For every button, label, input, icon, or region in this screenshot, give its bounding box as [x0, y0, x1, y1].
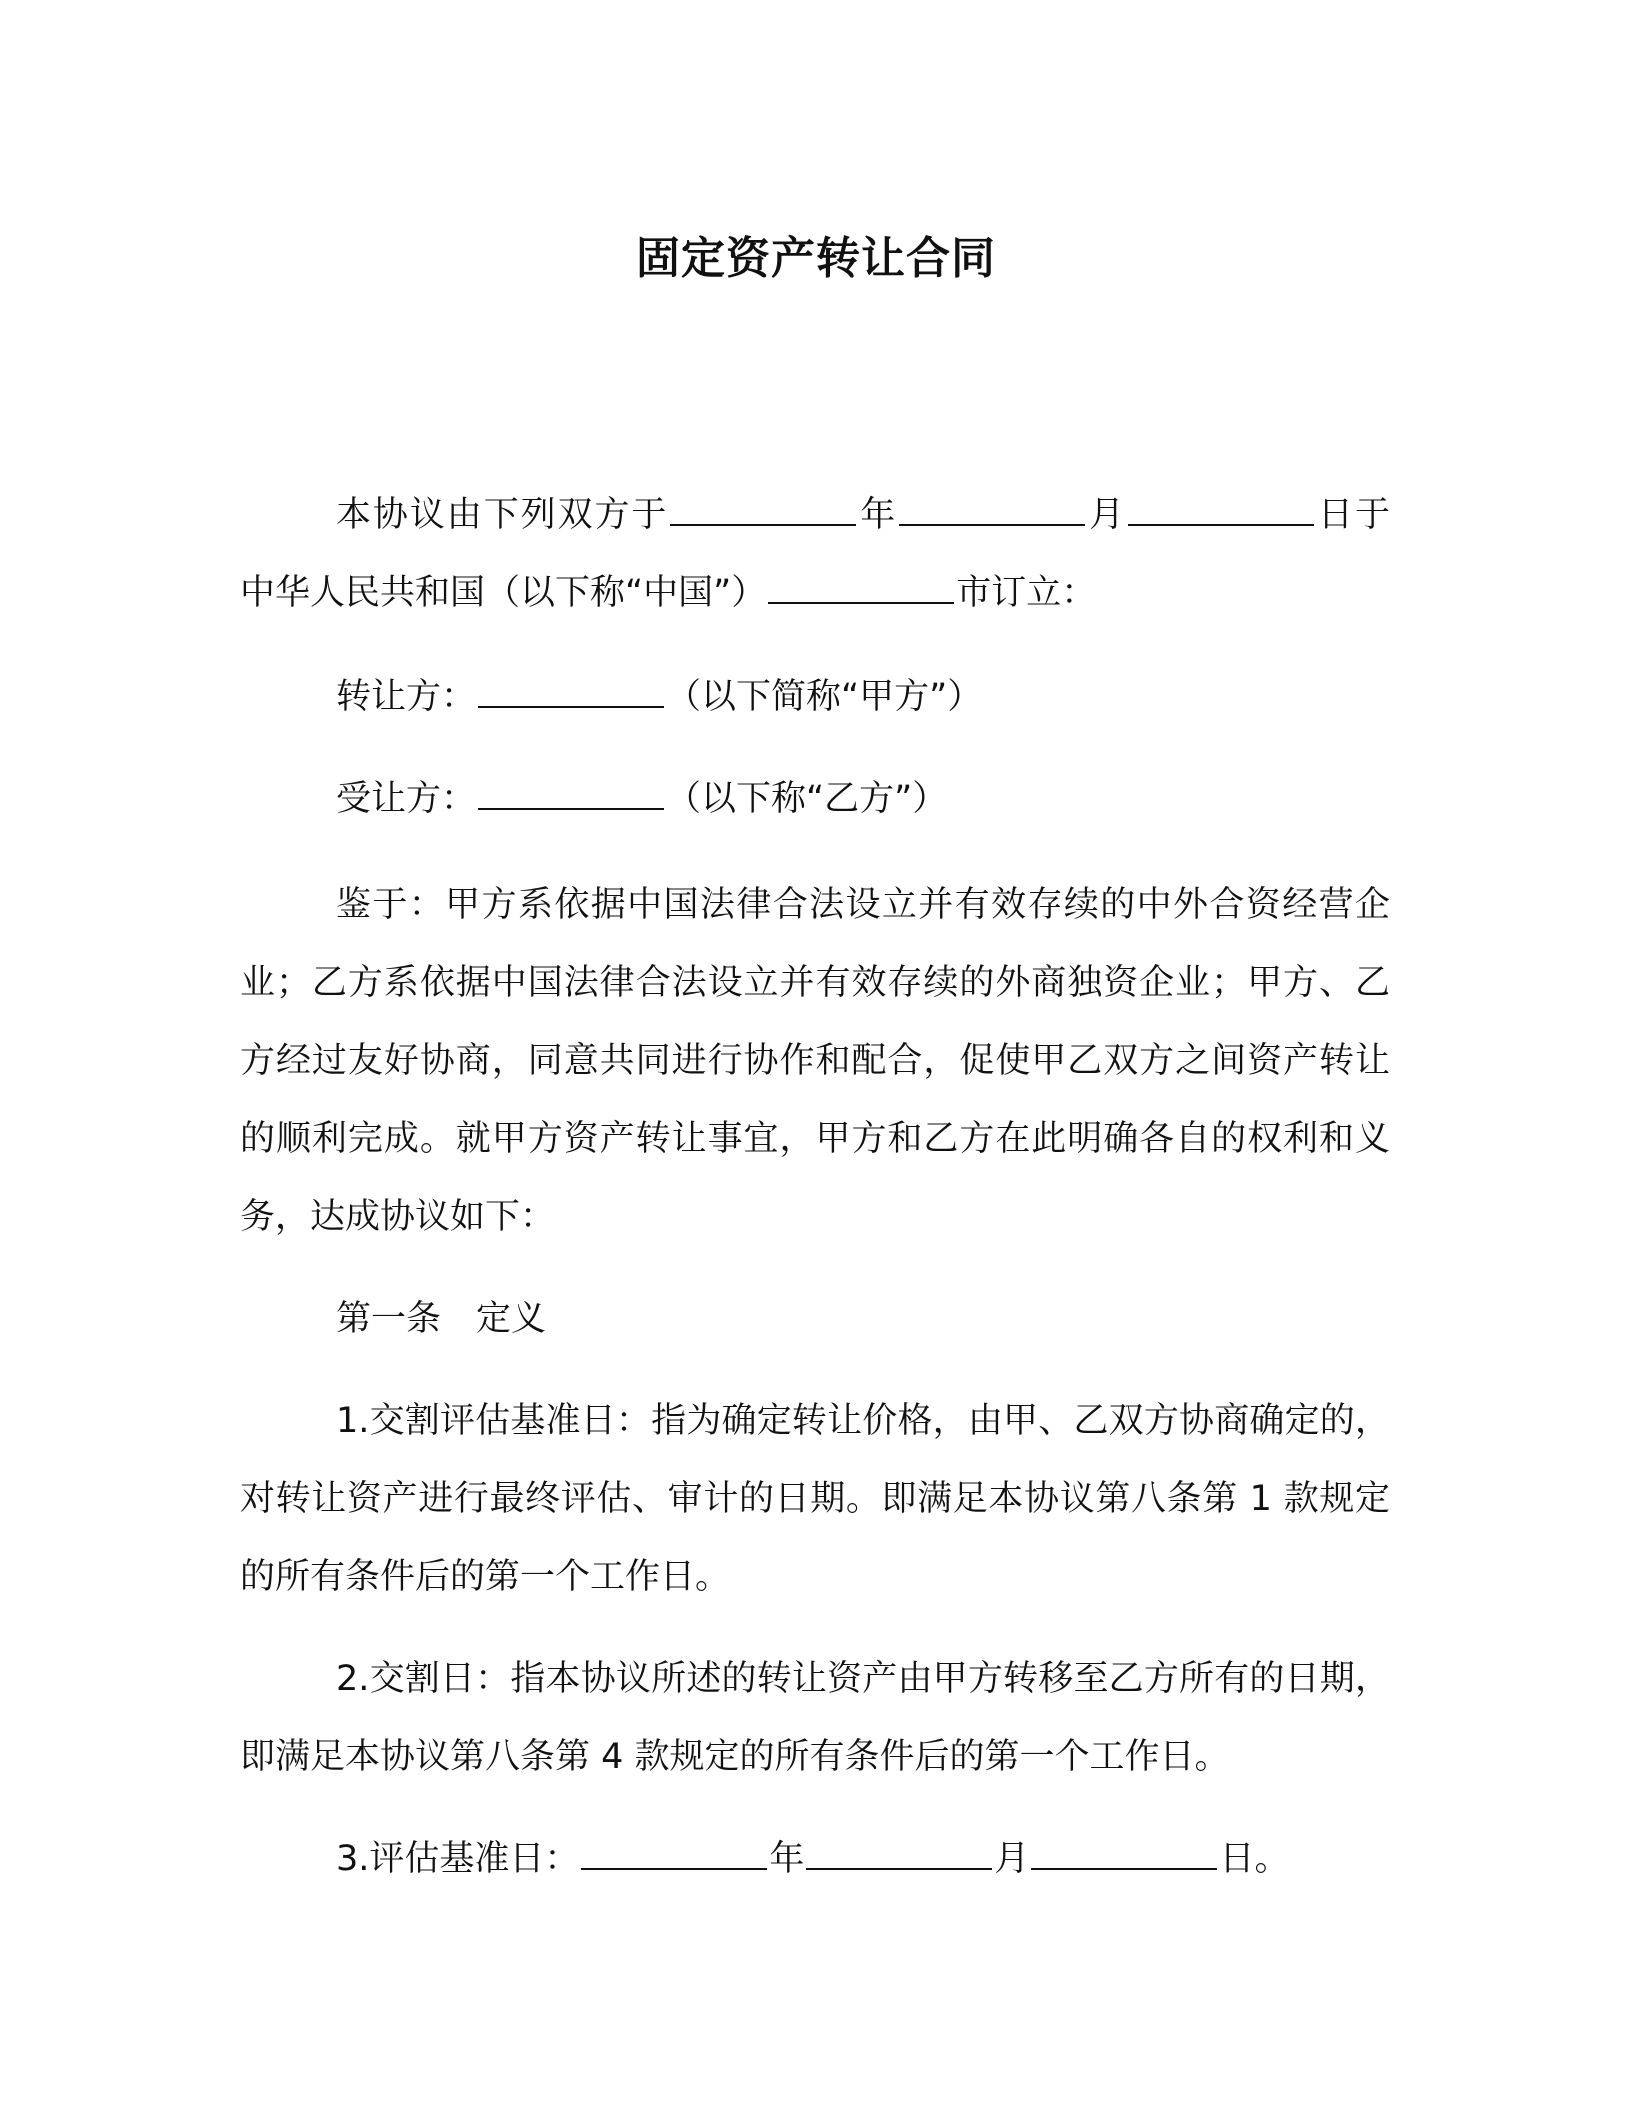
blank-eval-month-field[interactable]	[806, 1838, 992, 1870]
blank-city-field[interactable]	[768, 572, 954, 604]
blank-transferor-field[interactable]	[478, 676, 664, 708]
transferee-label: 受让方：	[336, 779, 477, 819]
whereas-paragraph: 鉴于：甲方系依据中国法律合法设立并有效存续的中外合资经营企业；乙方系依据中国法律合法设立并有效存续的外商独资企业；甲方、乙方经过友好协商，同意共同进行协作和配合，促使甲乙双方之间资产转让的顺利完成。就甲方资产转让事宜，甲方和乙方在此明确各自的权利和义务，达成协议如下：	[240, 885, 1390, 1237]
transferor-line	[240, 658, 1390, 736]
blank-eval-year-field[interactable]	[581, 1838, 767, 1870]
intro-text-1: 本协议由下列双方于	[336, 495, 669, 535]
blank-eval-day-field[interactable]	[1031, 1838, 1217, 1870]
article-1-item-1: 1.交割评估基准日：指为确定转让价格，由甲、乙双方协商确定的，对转让资产进行最终评估、审计的日期。即满足本协议第八条第 1 款规定的所有条件后的第一个工作日。	[240, 1401, 1390, 1597]
article-1-item-3	[240, 1820, 1390, 1898]
transferor-label: 转让方：	[336, 677, 477, 717]
article-1-heading: 第一条 定义	[336, 1299, 547, 1339]
item-3-month: 月	[994, 1839, 1030, 1879]
blank-month-field[interactable]	[899, 494, 1085, 526]
transferor-suffix: （以下简称“甲方”）	[666, 677, 983, 717]
blank-transferee-field[interactable]	[478, 778, 664, 810]
item-3-label: 3.评估基准日：	[336, 1839, 580, 1879]
blank-day-field[interactable]	[1128, 494, 1314, 526]
intro-text-3: 月	[1087, 495, 1127, 535]
transferee-line	[240, 760, 1390, 838]
blank-year-field[interactable]	[670, 494, 856, 526]
item-3-day: 日。	[1219, 1839, 1290, 1879]
intro-text-2: 年	[858, 495, 898, 535]
intro-paragraph	[240, 476, 1390, 632]
transferee-suffix: （以下称“乙方”）	[666, 779, 948, 819]
intro-text-5: 市订立：	[956, 573, 1097, 613]
item-3-year: 年	[769, 1839, 805, 1879]
article-1-item-2: 2.交割日：指本协议所述的转让资产由甲方转移至乙方所有的日期，即满足本协议第八条第 4 款规定的所有条件后的第一个工作日。	[240, 1659, 1390, 1777]
intro-text-4: 日于中华人民共和国（以下称“中国”）	[240, 495, 1390, 613]
document-title: 固定资产转让合同	[636, 233, 996, 284]
